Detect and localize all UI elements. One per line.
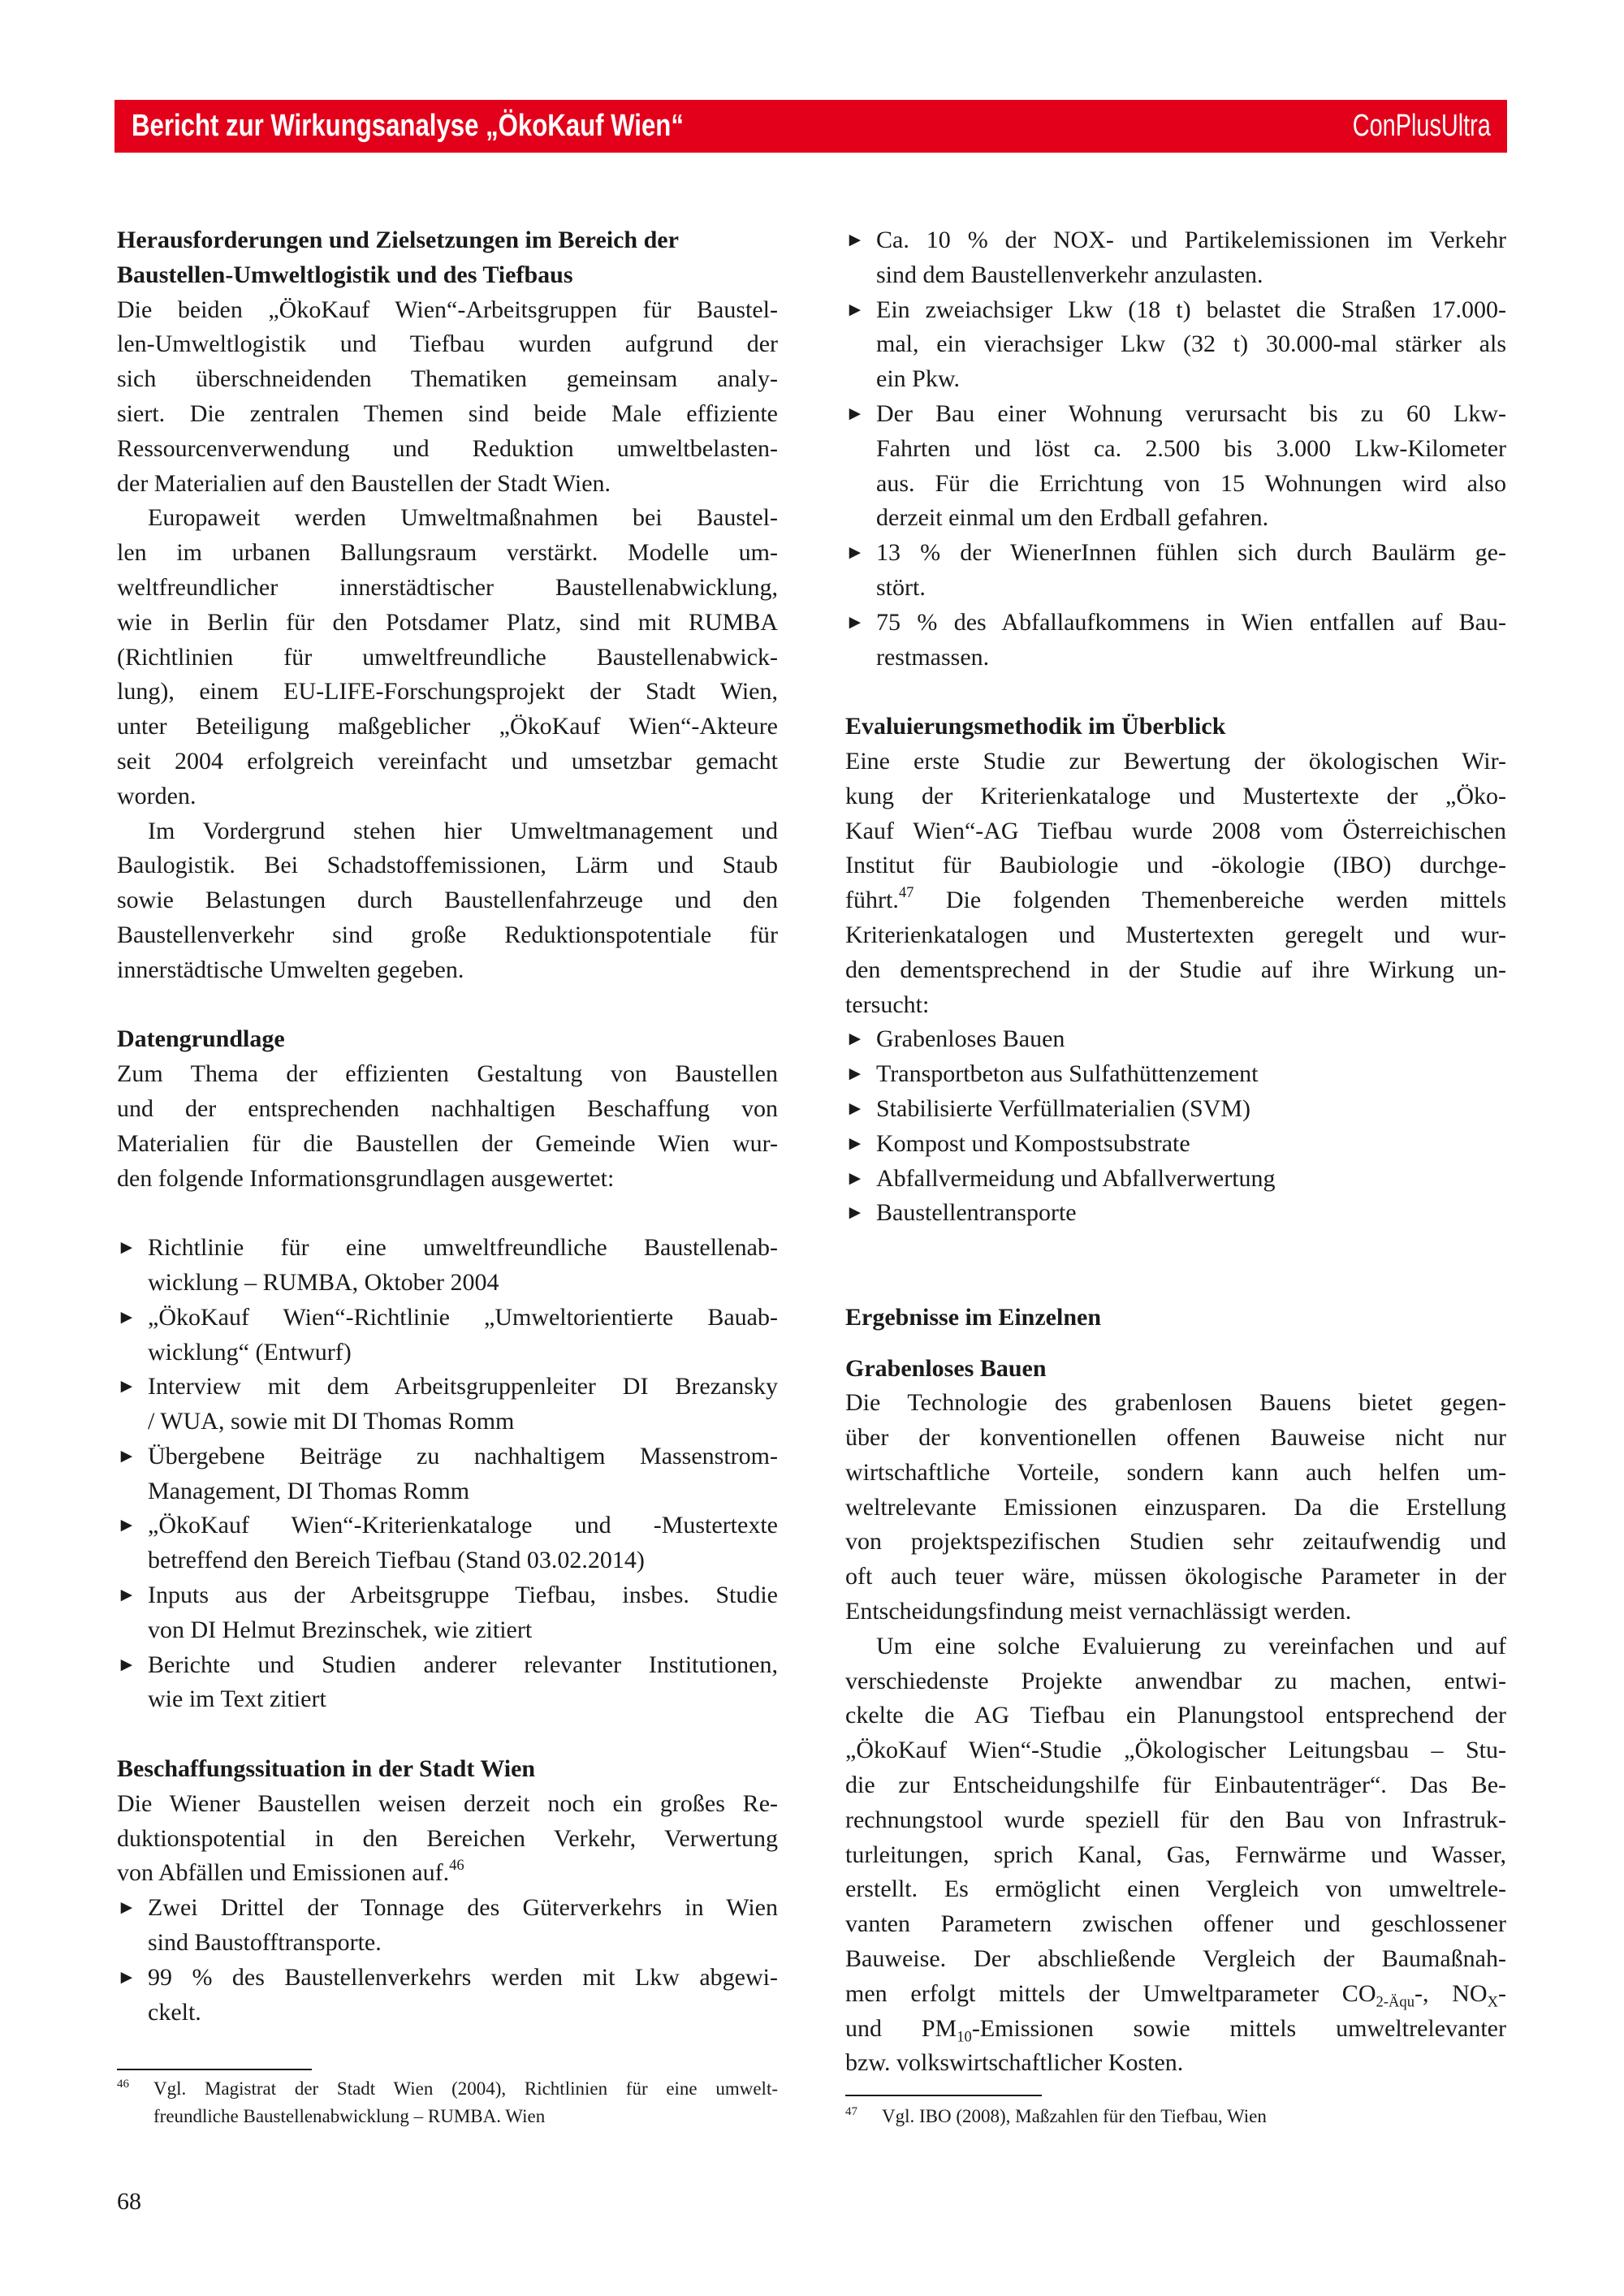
section-heading xyxy=(117,1022,778,1057)
footnote-number: 47 xyxy=(845,2105,857,2118)
bullet-item xyxy=(117,1370,778,1439)
text-line: sind Baustofftransporte. xyxy=(148,1929,382,1957)
bullet-item xyxy=(117,1891,778,1961)
subscript: 2-Äqu xyxy=(1376,1993,1415,2011)
text-line: Im Vordergrund stehen hier Umweltmanagement und xyxy=(148,817,778,844)
text-line: weltrelevante Emissionen einzusparen. Da die Erstellung xyxy=(845,1493,1506,1521)
bullet-item xyxy=(117,1961,778,2031)
section-heading xyxy=(117,1752,778,1787)
text-line: rechnungstool wurde speziell für den Bau von Infrastruk- xyxy=(845,1806,1506,1833)
bullet-item xyxy=(845,536,1506,606)
bullet-item xyxy=(117,1648,778,1718)
text-line: len-Umweltlogistik und Tiefbau wurden aufgrund der xyxy=(117,330,778,358)
bullet-pointer-icon: ► xyxy=(117,1445,136,1467)
text-line: Vgl. IBO (2008), Maßzahlen für den Tiefbau, Wien xyxy=(882,2106,1267,2126)
text-line: bzw. volkswirtschaftlicher Kosten. xyxy=(845,2049,1184,2077)
text-line: Grabenloses Bauen xyxy=(845,1354,1047,1382)
text-line: Evaluierungsmethodik im Überblick xyxy=(845,713,1226,740)
footnote-divider xyxy=(845,2095,1042,2096)
text-line: Baustellen-Umweltlogistik und des Tiefbaus xyxy=(117,261,573,288)
text-line: (Richtlinien für umweltfreundliche Baustellenabwick- xyxy=(117,643,778,671)
footnote-reference: 46 xyxy=(449,1857,464,1875)
text-line: lung), einem EU-LIFE-Forschungsprojekt der Stadt Wien, xyxy=(117,678,778,706)
text-line: turleitungen, sprich Kanal, Gas, Fernwärme und Wasser, xyxy=(845,1841,1506,1868)
footnote-46 xyxy=(117,2075,778,2130)
text-line: wie im Text zitiert xyxy=(148,1685,326,1713)
bullet-pointer-icon: ► xyxy=(845,1029,865,1051)
text-line: Stabilisierte Verfüllmaterialien (SVM) xyxy=(876,1094,1251,1122)
bullet-pointer-icon: ► xyxy=(117,1515,136,1537)
text-line: ckelt. xyxy=(148,1998,201,2026)
text-line: Transportbeton aus Sulfathüttenzement xyxy=(876,1060,1259,1088)
text-line: „ÖkoKauf Wien“-Kriterienkataloge und -Mustertexte xyxy=(148,1512,778,1539)
bullet-pointer-icon: ► xyxy=(845,542,865,564)
text-line: weltfreundlicher innerstädtischer Baustellenabwicklung, xyxy=(117,573,778,601)
bullet-pointer-icon: ► xyxy=(845,1202,865,1224)
text-line: 75 % des Abfallaufkommens in Wien entfallen auf Bau- xyxy=(876,608,1506,636)
footnote-number: 46 xyxy=(117,2078,129,2091)
bullet-item xyxy=(845,1162,1506,1197)
bullet-item xyxy=(845,1057,1506,1092)
text-line: len im urbanen Ballungsraum verstärkt. Modelle um- xyxy=(117,539,778,567)
text-line: Die Wiener Baustellen weisen derzeit noch ein großes Re- xyxy=(117,1789,778,1817)
text-line: wicklung“ (Entwurf) xyxy=(148,1338,352,1366)
text-line: unter Beteiligung maßgeblicher „ÖkoKauf Wien“-Akteure xyxy=(117,713,778,740)
bullet-pointer-icon: ► xyxy=(845,1064,865,1085)
text-line: erstellt. Es ermöglicht einen Vergleich von umweltrele- xyxy=(845,1875,1506,1903)
text-line: Baustellentransporte xyxy=(876,1199,1077,1227)
bullet-item xyxy=(845,1127,1506,1162)
text-line: wirtschaftliche Vorteile, sondern kann auch helfen um- xyxy=(845,1458,1506,1486)
text-line: derzeit einmal um den Erdball gefahren. xyxy=(876,504,1269,532)
bullet-pointer-icon: ► xyxy=(845,299,865,321)
text-line: Europaweit werden Umweltmaßnahmen bei Baustel- xyxy=(148,504,778,532)
text-line: sind dem Baustellenverkehr anzulasten. xyxy=(876,261,1263,288)
text-line: kung der Kriterienkataloge und Mustertexte der „Öko- xyxy=(845,782,1506,809)
bullet-item xyxy=(845,606,1506,675)
text-line: / WUA, sowie mit DI Thomas Romm xyxy=(148,1408,515,1435)
text-line: Beschaffungssituation in der Stadt Wien xyxy=(117,1755,536,1783)
text-line: Richtlinie für eine umweltfreundliche Baustellenab- xyxy=(148,1234,778,1262)
text-line: Abfallvermeidung und Abfallverwertung xyxy=(876,1164,1276,1192)
text-line: von projektspezifischen Studien sehr zeitaufwendig und xyxy=(845,1528,1506,1556)
text-line: betreffend den Bereich Tiefbau (Stand 03.02.2014) xyxy=(148,1547,645,1574)
section-heading xyxy=(845,1301,1506,1336)
text-line: worden. xyxy=(117,782,197,809)
text-line: Bauweise. Der abschließende Vergleich der Baumaßnah- xyxy=(845,1945,1506,1973)
text-line: wie in Berlin für den Potsdamer Platz, sind mit RUMBA xyxy=(117,608,778,636)
bullet-item xyxy=(117,1578,778,1648)
bullet-pointer-icon: ► xyxy=(117,1654,136,1676)
text-line: Management, DI Thomas Romm xyxy=(148,1477,470,1504)
right-column xyxy=(845,223,1506,2081)
spacer xyxy=(117,988,778,1023)
text-line: vanten Parametern zwischen offener und geschlossener xyxy=(845,1910,1506,1938)
text-line: von DI Helmut Brezinschek, wie zitiert xyxy=(148,1616,533,1643)
bullet-pointer-icon: ► xyxy=(845,1167,865,1189)
text-line: „ÖkoKauf Wien“-Richtlinie „Umweltorientierte Bauab- xyxy=(148,1303,778,1331)
text-line: aus. Für die Errichtung von 15 Wohnungen wird also xyxy=(876,469,1506,497)
text-line: Materialien für die Baustellen der Gemeinde Wien wur- xyxy=(117,1129,778,1157)
text-line: Ca. 10 % der NOX- und Partikelemissionen im Verkehr xyxy=(876,227,1506,253)
paragraph xyxy=(117,814,778,988)
text-line: men erfolgt mittels der Umweltparameter $CO_{2-Äqu}-$, $NO_X-$ xyxy=(845,1979,1506,2011)
spacer xyxy=(845,1266,1506,1301)
text-line: Grabenloses Bauen xyxy=(876,1025,1065,1053)
bullet-item xyxy=(845,1196,1506,1231)
bullet-item xyxy=(845,397,1506,536)
bullet-item xyxy=(117,1439,778,1509)
bullet-pointer-icon: ► xyxy=(845,403,865,425)
text-line: Ergebnisse im Einzelnen xyxy=(845,1303,1102,1331)
paragraph xyxy=(845,1386,1506,1629)
header-bar xyxy=(114,100,1507,153)
bullet-item xyxy=(845,1022,1506,1057)
report-title: Bericht zur Wirkungsanalyse „ÖkoKauf Wien“ xyxy=(132,109,684,143)
brand-name: ConPlusUltra xyxy=(1352,109,1491,143)
text-line: Ressourcenverwendung und Reduktion umweltbelasten- xyxy=(117,434,778,462)
text-line: Die Technologie des grabenlosen Bauens bietet gegen- xyxy=(845,1389,1506,1417)
text-line: freundliche Baustellenabwicklung – RUMBA. Wien xyxy=(153,2106,546,2126)
footnote-reference: 47 xyxy=(898,884,914,902)
text-line: stört. xyxy=(876,573,926,601)
text-line: der Materialien auf den Baustellen der Stadt Wien. xyxy=(117,469,611,497)
bullet-item xyxy=(117,1231,778,1301)
paragraph xyxy=(117,293,778,502)
text-line: Kriterienkatalogen und Mustertexten geregelt und wur- xyxy=(845,921,1506,948)
text-line: duktionspotential in den Bereichen Verkehr, Verwertung xyxy=(117,1824,778,1852)
text-line: Zum Thema der effizienten Gestaltung von Baustellen xyxy=(117,1060,778,1088)
text-line: über der konventionellen offenen Bauweise nicht nur xyxy=(845,1424,1506,1452)
footnote-text xyxy=(117,2075,778,2130)
text-line: Ein zweiachsiger Lkw (18 t) belastet die Straßen 17.000- xyxy=(876,296,1506,323)
text-line: oft auch teuer wäre, müssen ökologische Parameter in der xyxy=(845,1563,1506,1590)
text-line: Übergebene Beiträge zu nachhaltigem Massenstrom- xyxy=(148,1442,778,1470)
bullet-pointer-icon: ► xyxy=(845,1098,865,1120)
text-line: „ÖkoKauf Wien“-Studie „Ökologischer Leitungsbau – Stu- xyxy=(845,1737,1506,1764)
text-line: Kompost und Kompostsubstrate xyxy=(876,1129,1190,1157)
text-line: Kauf Wien“-AG Tiefbau wurde 2008 vom Österreichischen xyxy=(845,817,1506,844)
bullet-item xyxy=(117,1508,778,1578)
spacer xyxy=(845,1336,1506,1352)
paragraph xyxy=(117,1787,778,1891)
bullet-pointer-icon: ► xyxy=(845,230,865,251)
text-line: und $PM_{10}$-Emissionen sowie mittels umweltrelevanter xyxy=(845,2014,1506,2046)
spacer xyxy=(117,1717,778,1752)
text-line: Vgl. Magistrat der Stadt Wien (2004), Richtlinien für eine umwelt- xyxy=(153,2078,778,2099)
bullet-pointer-icon: ► xyxy=(117,1237,136,1259)
text-line: innerstädtische Umwelten gegeben. xyxy=(117,956,464,983)
paragraph xyxy=(117,501,778,814)
text-line: Datengrundlage xyxy=(117,1025,285,1053)
subscript: 10 xyxy=(957,2028,972,2046)
text-line: Baustellenverkehr sind große Reduktionspotentiale für xyxy=(117,921,778,948)
bullet-item xyxy=(845,223,1506,293)
text-line: mal, ein vierachsiger Lkw (32 t) 30.000-mal stärker als xyxy=(876,330,1506,358)
text-line: Interview mit dem Arbeitsgruppenleiter DI Brezansky xyxy=(148,1373,778,1400)
text-line: seit 2004 erfolgreich vereinfacht und umsetzbar gemacht xyxy=(117,747,778,775)
text-line: 13 % der WienerInnen fühlen sich durch Baulärm ge- xyxy=(876,539,1506,567)
text-line: den folgende Informationsgrundlagen ausgewertet: xyxy=(117,1164,615,1192)
text-line: den dementsprechend in der Studie auf ihre Wirkung un- xyxy=(845,956,1506,983)
bullet-pointer-icon: ► xyxy=(117,1306,136,1328)
bullet-item xyxy=(845,1092,1506,1127)
text-line: ckelte die AG Tiefbau ein Planungstool entsprechend der xyxy=(845,1702,1506,1729)
left-column xyxy=(117,223,778,2030)
text-line: tersucht: xyxy=(845,990,930,1018)
text-line: die zur Entscheidungshilfe für Einbautenträger“. Das Be- xyxy=(845,1772,1506,1799)
footnote-text xyxy=(845,2103,1506,2130)
text-line: und der entsprechenden nachhaltigen Beschaffung von xyxy=(117,1094,778,1122)
bullet-item xyxy=(845,293,1506,397)
text-line: Eine erste Studie zur Bewertung der ökologischen Wir- xyxy=(845,747,1506,775)
paragraph xyxy=(845,744,1506,1022)
text-line: Der Bau einer Wohnung verursacht bis zu 60 Lkw- xyxy=(876,399,1506,427)
bullet-pointer-icon: ► xyxy=(845,611,865,633)
text-line: 99 % des Baustellenverkehrs werden mit Lkw abgewi- xyxy=(148,1963,778,1991)
text-line: Berichte und Studien anderer relevanter Institutionen, xyxy=(148,1651,778,1678)
bullet-pointer-icon: ► xyxy=(117,1585,136,1607)
text-line: Inputs aus der Arbeitsgruppe Tiefbau, insbes. Studie xyxy=(148,1582,778,1609)
subscript: X xyxy=(1487,1993,1498,2011)
bullet-pointer-icon: ► xyxy=(117,1966,136,1988)
section-heading xyxy=(845,1352,1506,1387)
text-line: Entscheidungsfindung meist vernachlässigt werden. xyxy=(845,1598,1352,1625)
text-line: restmassen. xyxy=(876,643,990,671)
text-line: sowie Belastungen durch Baustellenfahrzeuge und den xyxy=(117,887,778,914)
paragraph xyxy=(845,1629,1506,2081)
spacer xyxy=(845,1231,1506,1266)
text-line: Herausforderungen und Zielsetzungen im Bereich der xyxy=(117,227,679,253)
text-line: Zwei Drittel der Tonnage des Güterverkehrs in Wien xyxy=(148,1894,778,1922)
section-heading xyxy=(117,223,778,293)
text-line: verschiedenste Projekte anwendbar zu machen, entwi- xyxy=(845,1667,1506,1694)
text-line: ein Pkw. xyxy=(876,365,961,393)
bullet-item xyxy=(117,1301,778,1370)
page-number: 68 xyxy=(117,2188,141,2215)
spacer xyxy=(845,675,1506,710)
text-line: Institut für Baubiologie und -ökologie (IBO) durchge- xyxy=(845,852,1506,879)
text-line: wicklung – RUMBA, Oktober 2004 xyxy=(148,1268,499,1296)
text-line: führt.$^{47}$ Die folgenden Themenbereiche werden mittels xyxy=(845,884,1506,914)
paragraph xyxy=(117,1057,778,1196)
text-line: Fahrten und löst ca. 2.500 bis 3.000 Lkw-Kilometer xyxy=(876,434,1506,462)
footnote-divider xyxy=(117,2069,312,2070)
text-line: von Abfällen und Emissionen auf.$^{46}$ xyxy=(117,1857,464,1887)
bullet-pointer-icon: ► xyxy=(845,1133,865,1154)
section-heading xyxy=(845,710,1506,744)
spacer xyxy=(117,1196,778,1231)
text-line: Die beiden „ÖkoKauf Wien“-Arbeitsgruppen für Baustel- xyxy=(117,296,778,323)
bullet-pointer-icon: ► xyxy=(117,1897,136,1919)
text-line: Baulogistik. Bei Schadstoffemissionen, Lärm und Staub xyxy=(117,852,778,879)
footnote-47 xyxy=(845,2103,1506,2130)
text-line: siert. Die zentralen Themen sind beide Male effiziente xyxy=(117,399,778,427)
text-line: Um eine solche Evaluierung zu vereinfachen und auf xyxy=(876,1632,1506,1659)
text-line: sich überschneidenden Thematiken gemeinsam analy- xyxy=(117,365,778,393)
bullet-pointer-icon: ► xyxy=(117,1376,136,1398)
